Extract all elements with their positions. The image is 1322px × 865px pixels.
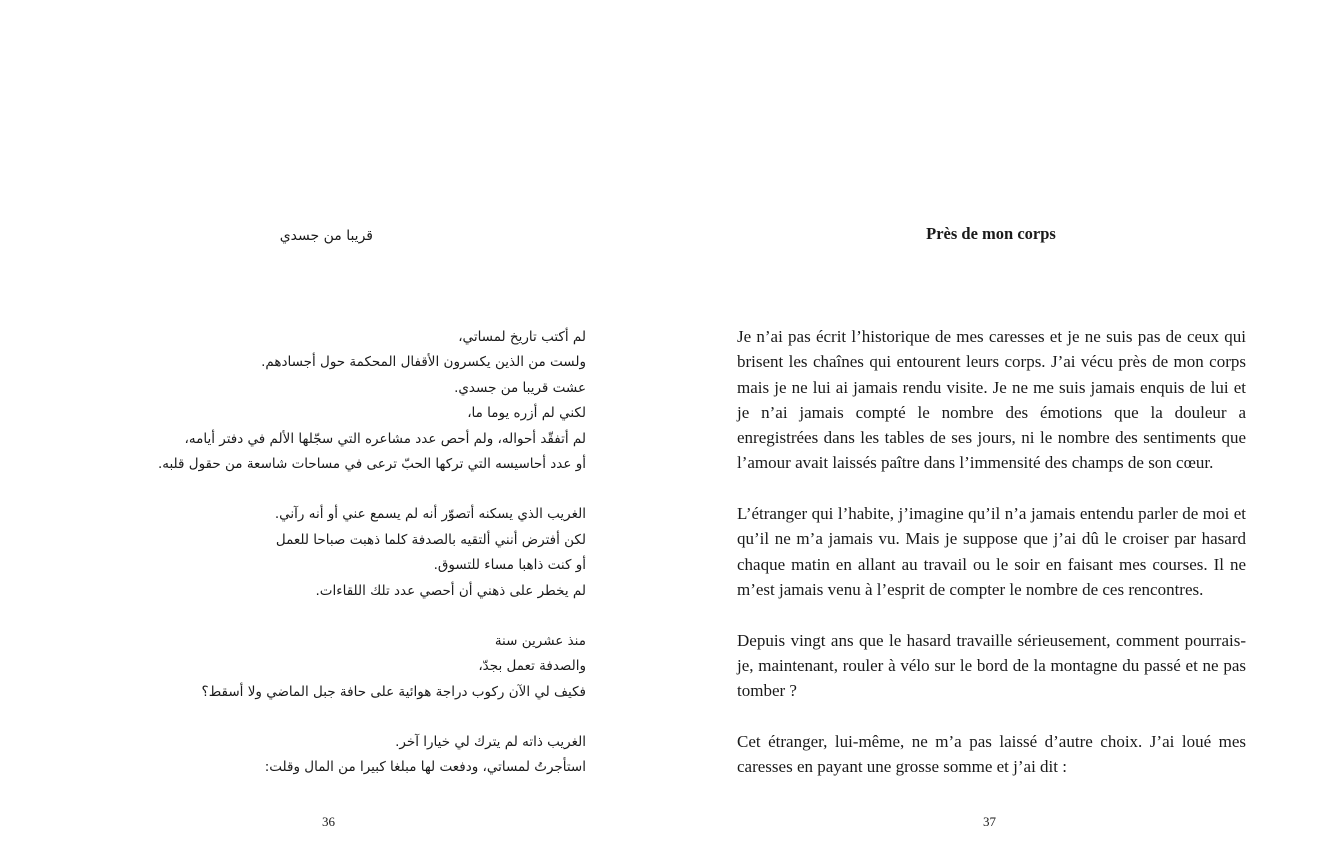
arabic-stanza (150, 502, 586, 604)
arabic-poem-line: منذ عشرين سنة (494, 632, 586, 649)
arabic-poem-line: الغريب ذاته لم يترك لي خيارا آخر. (395, 734, 586, 751)
french-paragraph: L’étranger qui l’habite, j’imagine qu’il n’a jamais entendu parler de moi et qu’il ne m’a jamais vu. Mais je suppose que j’ai dû le croiser par hasard chaque matin en allant au travail ou le soir en faisant mes courses. Il ne m’est jamais venu à l’esprit de compter le nombre de ces rencontres. (737, 504, 1246, 599)
page-number-right: 37 (983, 814, 996, 829)
arabic-page-title: قريبا من جسدي (279, 228, 373, 244)
arabic-poem-line: أو عدد أحاسيسه التي تركها الحبّ ترعى في مساحات شاسعة من حقول قلبه. (157, 455, 586, 472)
arabic-poem-line: لكني لم أزره يوما ما، (467, 405, 586, 422)
arabic-poem-line: ولست من الذين يكسرون الأقفال المحكمة حول أجسادهم. (261, 354, 586, 371)
french-paragraph: Je n’ai pas écrit l’historique de mes caresses et je ne suis pas de ceux qui brisent les chaînes qui entourent leurs corps. J’ai vécu près de mon corps mais je ne lui ai jamais rendu visite. Je ne me suis jamais enquis de lui et je n’ai jamais compté le nombre des émotions que la douleur a enregistrées dans les tables de ses jours, ni le nombre des sentiments que l’amour avait laissés paître dans l’immensité des champs de son cœur. (737, 327, 1246, 473)
right-page-french (661, 0, 1322, 865)
french-prose-body (737, 324, 1246, 805)
arabic-poem-line: لم أكتب تاريخ لمساتي، (458, 329, 586, 345)
page-number-left: 36 (322, 814, 335, 829)
arabic-poem-line: لم يخطر على ذهني أن أحصي عدد تلك اللقاءات. (315, 582, 586, 599)
french-page-title: Près de mon corps (926, 224, 1056, 243)
arabic-poem-line: لكن أفترض أنني ألتقيه بالصدفة كلما ذهبت صباحا للعمل (275, 531, 586, 548)
arabic-poem-body (150, 325, 586, 806)
arabic-stanza (150, 325, 586, 477)
arabic-poem-line: الغريب الذي يسكنه أتصوّر أنه لم يسمع عني أو أنه رآني. (274, 506, 586, 523)
arabic-poem-line: استأجرتُ لمساتي، ودفعت لها مبلغا كبيرا من المال وقلت: (264, 759, 586, 776)
arabic-poem-line: أو كنت ذاهبا مساء للتسوق. (433, 557, 586, 574)
arabic-stanza (150, 730, 586, 781)
french-paragraph: Cet étranger, lui-même, ne m’a pas laissé d’autre choix. J’ai loué mes caresses en payant une grosse somme et j’ai dit : (737, 731, 1246, 777)
arabic-stanza (150, 629, 586, 705)
arabic-poem-line: لم أتفقّد أحواله، ولم أحص عدد مشاعره التي سجّلها الألم في دفتر أيامه، (184, 430, 586, 447)
arabic-poem-line: والصدفة تعمل بجدّ، (478, 658, 586, 675)
french-paragraph: Depuis vingt ans que le hasard travaille sérieusement, comment pourrais-je, maintenant, rouler à vélo sur le bord de la montagne du passé et ne pas tomber ? (737, 630, 1246, 701)
arabic-poem-line: عشت قريبا من جسدي. (454, 379, 586, 396)
arabic-poem-line: فكيف لي الآن ركوب دراجة هوائية على حافة جبل الماضي ولا أسقط؟ (201, 683, 586, 700)
